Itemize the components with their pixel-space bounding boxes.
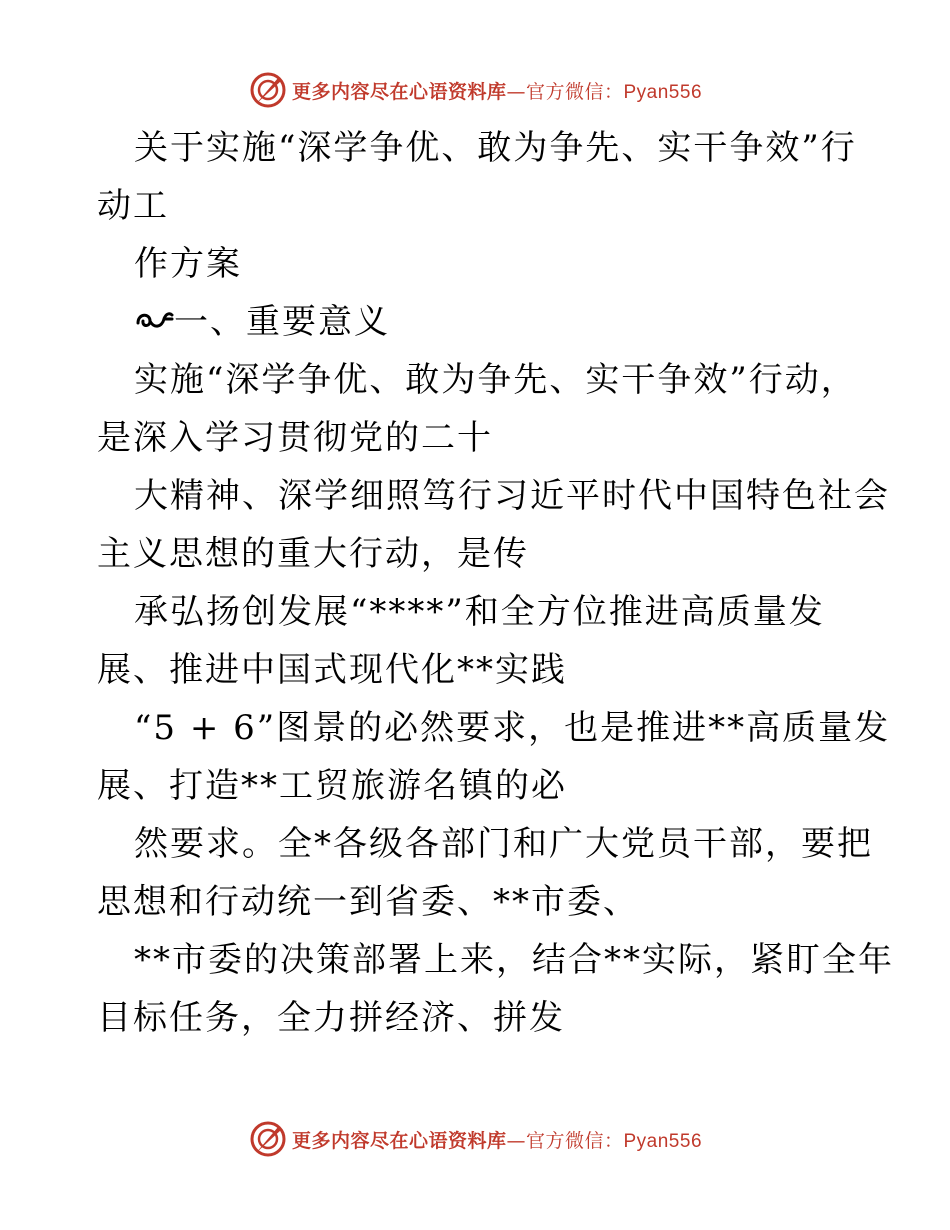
banner-text xyxy=(292,1126,702,1153)
text-line: 作方案 xyxy=(134,244,242,284)
text-line: **市委的决策部署上来，结合**实际，紧盯全年 xyxy=(134,940,894,980)
quill-logo-icon xyxy=(248,1119,288,1159)
footer-banner xyxy=(0,1117,950,1161)
banner-official: 官方微信： xyxy=(525,1129,624,1152)
section-heading xyxy=(134,296,390,348)
quill-logo-icon xyxy=(248,70,288,110)
text-line: 思想和行动统一到省委、**市委、 xyxy=(97,882,639,922)
text-line: 然要求。全*各级各部门和广大党员干部，要把 xyxy=(134,824,873,864)
banner-dash: — xyxy=(506,1129,526,1152)
banner-wechat: Pyan556 xyxy=(623,1130,703,1152)
text-line: 大精神、深学细照笃行习近平时代中国特色社会 xyxy=(134,476,890,516)
text-line: 是深入学习贯彻党的二十 xyxy=(97,418,493,458)
banner-site: 更多内容尽在心语资料库 xyxy=(291,1129,507,1152)
text-line: 关于实施“深学争优、敢为争先、实干争效”行 xyxy=(134,128,857,168)
text-line: 主义思想的重大行动，是传 xyxy=(97,534,529,574)
banner-official: 官方微信： xyxy=(525,80,624,103)
section-heading-text: 一、重要意义 xyxy=(174,302,390,342)
header-banner xyxy=(0,68,950,112)
banner-text xyxy=(292,77,702,104)
swirl-bullet-icon xyxy=(134,305,174,335)
text-line: 实施“深学争优、敢为争先、实干争效”行动， xyxy=(134,360,857,400)
text-line: 动工 xyxy=(97,186,169,226)
banner-site: 更多内容尽在心语资料库 xyxy=(291,80,507,103)
banner-wechat: Pyan556 xyxy=(623,81,703,103)
banner-dash: — xyxy=(506,80,526,103)
text-line: 目标任务，全力拼经济、拼发 xyxy=(97,998,565,1038)
text-line: 展、推进中国式现代化**实践 xyxy=(97,650,567,690)
text-line: 承弘扬创发展“****”和全方位推进高质量发 xyxy=(134,592,825,632)
text-line: “5 + 6”图景的必然要求，也是推进**高质量发 xyxy=(134,708,891,748)
text-line: 展、打造**工贸旅游名镇的必 xyxy=(97,766,567,806)
